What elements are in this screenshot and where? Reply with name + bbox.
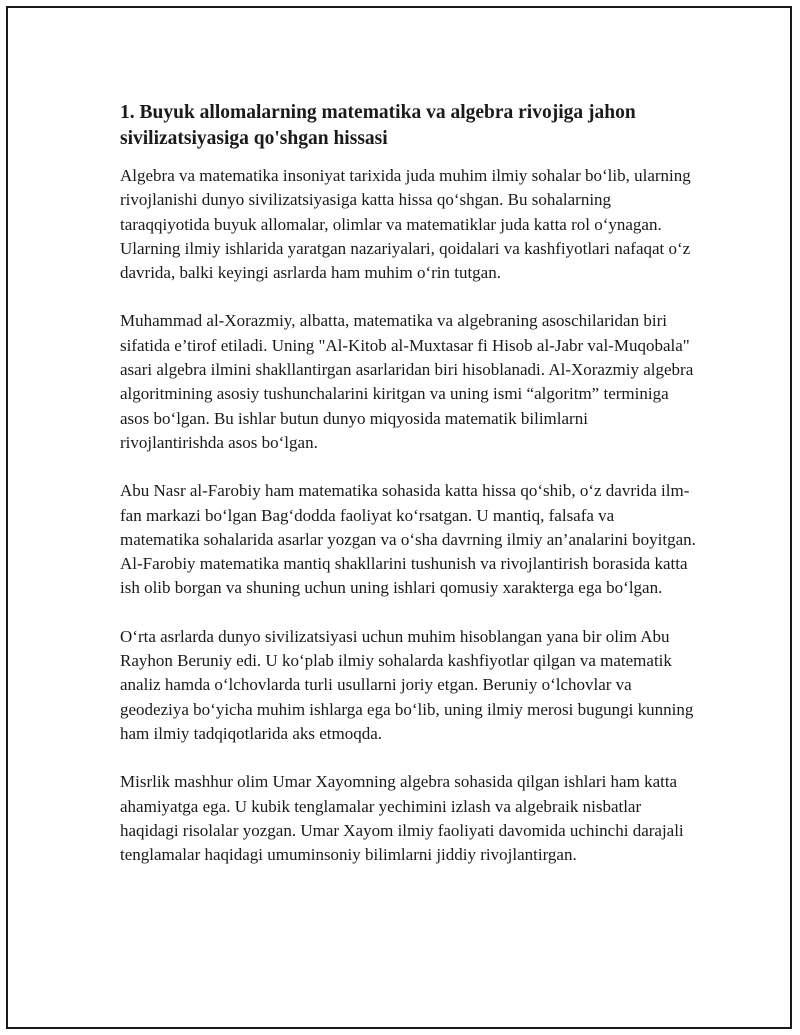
paragraph-umar-xayom: Misrlik mashhur olim Umar Xayomning algebra sohasida qilgan ishlari ham katta ahamiyatga ega. U kubik tenglamalar yechimini izlash va algebraik nisbatlar haqidagi risolalar yozgan. Umar Xayom ilmiy faoliyati davomida uchinchi darajali tenglamalar haqidagi umuminsoniy bilimlarni jiddiy rivojlantirgan. [120, 772, 684, 865]
document-body [120, 100, 696, 891]
paragraph-al-xorazmiy: Muhammad al-Xorazmiy, albatta, matematika va algebraning asoschilaridan biri sifatida e’tirof etiladi. Uning "Al-Kitob al-Muxtasar fi Hisob al-Jabr val-Muqobala" asari algebra ilmini shakllantirgan asarlaridan biri hisoblanadi. Al-Xorazmiy algebra algoritmining asosiy tushunchalarini kiritgan va uning ismi “algoritm” terminiga asos bo‘lgan. Bu ishlar butun dunyo miqyosida matematik bilimlarni rivojlantirishda asos bo‘lgan. [120, 311, 694, 452]
page-border [6, 6, 792, 1029]
paragraph-al-farobiy: Abu Nasr al-Farobiy ham matematika sohasida katta hissa qo‘shib, o‘z davrida ilm-fan markazi bo‘lgan Bag‘dodda faoliyat ko‘rsatgan. U mantiq, falsafa va matematika sohalarida asarlar yozgan va o‘sha davrning ilmiy an’analarini boyitgan. Al-Farobiy matematika mantiq shakllarini tushunish va rivojlantirish borasida katta ish olib borgan va shuning uchun uning ishlari qomusiy xarakterga ega bo‘lgan. [120, 481, 696, 598]
paragraph-beruniy: O‘rta asrlarda dunyo sivilizatsiyasi uchun muhim hisoblangan yana bir olim Abu Rayhon Beruniy edi. U ko‘plab ilmiy sohalarda kashfiyotlar qilgan va matematik analiz hamda o‘lchovlarda turli usullarni joriy etgan. Beruniy o‘lchovlar va geodeziya bo‘yicha muhim ishlarga ega bo‘lib, uning ilmiy merosi bugungi kunning ham ilmiy tadqiqotlarida aks etmoqda. [120, 626, 694, 743]
paragraph-intro: Algebra va matematika insoniyat tarixida juda muhim ilmiy sohalar bo‘lib, ularning rivojlanishi dunyo sivilizatsiyasiga katta hissa qo‘shgan. Bu sohalarning taraqqiyotida buyuk allomalar, olimlar va matematiklar juda katta rol o‘ynagan. Ularning ilmiy ishlarida yaratgan nazariyalari, qoidalari va kashfiyotlari nafaqat o‘z davrida, balki keyingi asrlarda ham muhim o‘rin tutgan. [120, 166, 691, 283]
section-heading: 1. Buyuk allomalarning matematika va algebra rivojiga jahon sivilizatsiyasiga qo'shgan hissasi [120, 102, 636, 149]
